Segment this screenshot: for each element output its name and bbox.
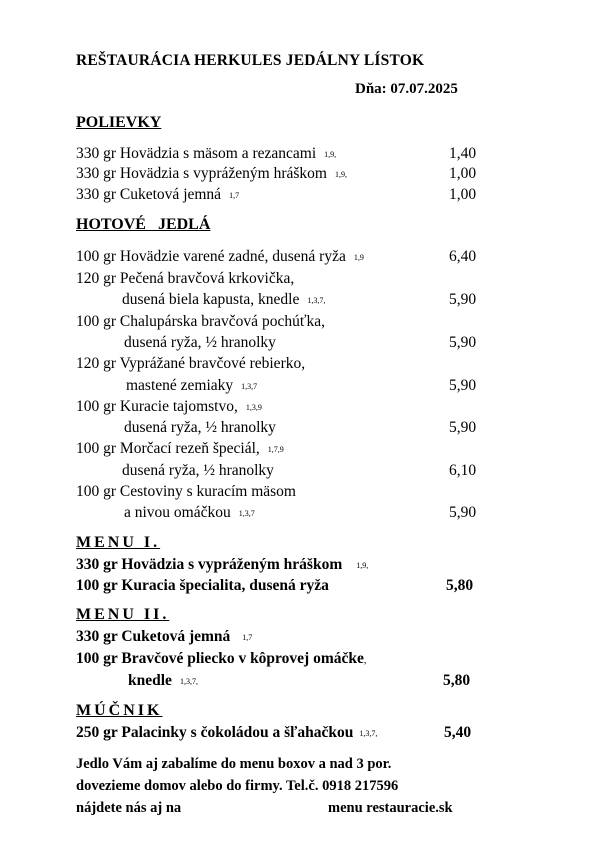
list-item: 100 gr Morčací rezeň špeciál, 1,7,9	[76, 440, 284, 457]
menu-2-main: 100 gr Bravčové pliecko v kôprovej omáčke,	[76, 650, 367, 667]
allergens: 1,3,7	[238, 508, 255, 518]
menu-2-side: knedle 1,3,7,	[128, 672, 198, 689]
allergens: 1,9	[353, 252, 364, 262]
price: 6,40	[449, 248, 477, 265]
allergens: 1,3,9	[245, 402, 262, 412]
dessert-item: 250 gr Palacinky s čokoládou a šľahačkou 1,3,7,	[76, 724, 378, 741]
allergens: 1,3,7,	[359, 728, 378, 738]
page-title: REŠTAURÁCIA HERKULES JEDÁLNY LÍSTOK	[76, 52, 425, 69]
price: 5,90	[449, 377, 477, 394]
allergens: 1,3,7	[241, 381, 258, 391]
price: 6,10	[449, 462, 477, 479]
list-item: 120 gr Pečená bravčová krkovička,	[76, 270, 295, 287]
list-item-detail: dusená ryža, ½ hranolky	[122, 462, 274, 479]
section-heading-menu-1: MENU I.	[76, 534, 161, 551]
price: 5,90	[449, 419, 477, 436]
price: 5,90	[449, 504, 477, 521]
menu-date: Dňa: 07.07.2025	[355, 81, 458, 97]
list-item: 330 gr Cuketová jemná 1,7	[76, 186, 240, 203]
price: 1,40	[449, 145, 477, 162]
list-item: 100 gr Kuracie tajomstvo, 1,3,9	[76, 398, 262, 415]
list-item-detail: dusená ryža, ½ hranolky	[124, 334, 276, 351]
allergens: 1,9,	[356, 560, 369, 570]
list-item-detail: a nivou omáčkou 1,3,7	[124, 504, 255, 521]
menu-1-main: 100 gr Kuracia špecialita, dusená ryža	[76, 577, 329, 594]
section-heading-hotove-jedla: HOTOVÉ JEDLÁ	[76, 216, 211, 233]
footer-line: Jedlo Vám aj zabalíme do menu boxov a nad 3 por.	[76, 756, 392, 772]
allergens: 1,3,7,	[179, 676, 198, 686]
allergens: 1,9,	[324, 149, 337, 159]
list-item-detail: dusená biela kapusta, knedle 1,3,7,	[122, 291, 326, 308]
price: 1,00	[449, 165, 477, 182]
list-item-detail: mastené zemiaky 1,3,7	[126, 377, 258, 394]
list-item: 330 gr Hovädzia s vypráženým hráškom 1,9,	[76, 165, 347, 182]
list-item: 100 gr Cestoviny s kuracím mäsom	[76, 483, 296, 500]
list-item: 100 gr Chalupárska bravčová pochúťka,	[76, 313, 325, 330]
website-text: menu restauracie.sk	[328, 800, 453, 816]
list-item: 330 gr Hovädzia s mäsom a rezancami 1,9,	[76, 145, 337, 162]
price: 5,80	[443, 672, 471, 689]
allergens: 1,7	[242, 632, 253, 642]
menu-1-soup: 330 gr Hovädzia s vypráženým hráškom 1,9,	[76, 556, 369, 573]
allergens: 1,9,	[334, 169, 347, 179]
price: 1,00	[449, 186, 477, 203]
section-heading-menu-2: MENU II.	[76, 606, 170, 623]
allergens: 1,7,9	[267, 444, 284, 454]
allergens: 1,3,7,	[307, 295, 326, 305]
section-heading-mucnik: MÚČNIK	[76, 702, 163, 719]
price: 5,90	[449, 291, 477, 308]
footer-line: dovezieme domov alebo do firmy. Tel.č. 0918 217596	[76, 778, 399, 794]
allergens: 1,7	[229, 190, 240, 200]
list-item: 100 gr Hovädzie varené zadné, dusená ryža 1,9	[76, 248, 364, 265]
price: 5,40	[444, 724, 472, 741]
section-heading-polievky: POLIEVKY	[76, 114, 162, 131]
list-item-detail: dusená ryža, ½ hranolky	[124, 419, 276, 436]
menu-2-soup: 330 gr Cuketová jemná 1,7	[76, 628, 253, 645]
price: 5,90	[449, 334, 477, 351]
price: 5,80	[446, 577, 474, 594]
footer-line: nájdete nás aj na	[76, 800, 182, 816]
list-item: 120 gr Vyprážané bravčové rebierko,	[76, 355, 306, 372]
